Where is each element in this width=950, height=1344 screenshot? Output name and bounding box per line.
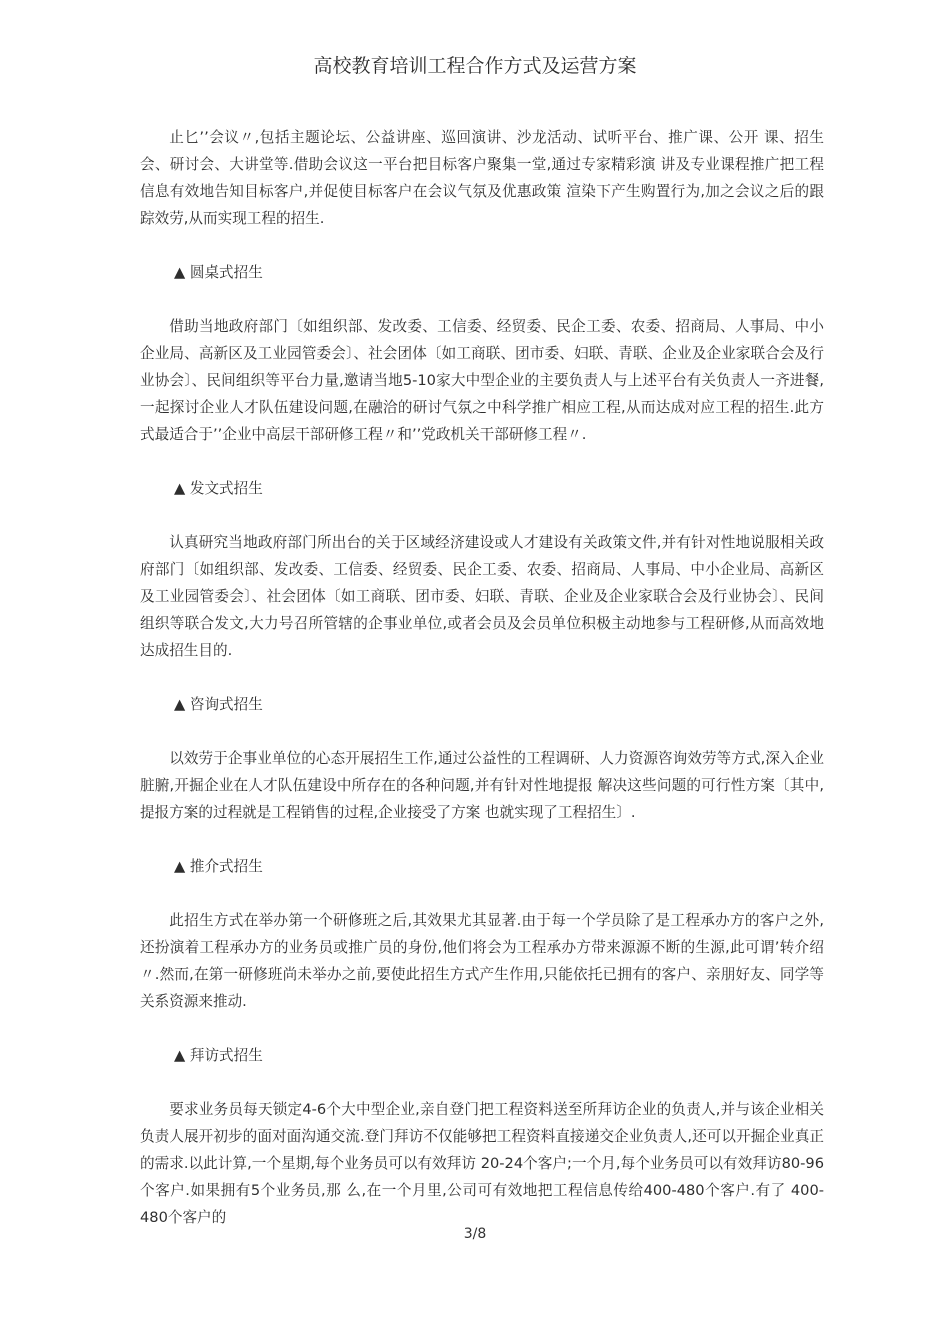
paragraph-gap [140,502,824,529]
body-paragraph: 以效劳于企事业单位的心态开展招生工作,通过公益性的工程调研、人力资源咨询效劳等方式,深入企业脏腑,开掘企业在人才队伍建设中所存在的各种问题,并有针对性地提报 解决这些问题的可行性方案〔其中,提报方案的过程就是工程销售的过程,企业接受了方案 也就实现了工程招生〕. [140,750,824,821]
page-number: 3/8 [463,1226,487,1242]
body-paragraph: 此招生方式在举办第一个研修班之后,其效果尤其显著.由于每一个学员除了是工程承办方的客户之外,还扮演着工程承办方的业务员或推广员的身份,他们将会为工程承办方带来源源不断的生源,此可谓’转介绍〃.然而,在第一研修班尚未举办之前,要使此招生方式产生作用,只能依托已拥有的客户、亲朋好友、同学等关系资源来推动. [140,912,824,1010]
paragraph-gap [140,826,824,853]
paragraph-gap [140,448,824,475]
paragraph-gap [140,718,824,745]
page-title: 高校教育培训工程合作方式及运营方案 [313,55,637,77]
body-paragraph: 要求业务员每天锁定4-6个大中型企业,亲自登门把工程资料送至所拜访企业的负责人,并与该企业相关负责人展开初步的面对面沟通交流.登门拜访不仅能够把工程资料直接递交企业负责人,还可以开掘企业真正的需求.以此计算,一个星期,每个业务员可以有效拜访 20-24个客户;一个月,每个业务员可以有效拜访80-96个客户.如果拥有5个业务员,那 么,在一个月里,公司可有效地把工程信息传给400-480个客户.有了 400-480个客户的 [140,1101,824,1226]
section-heading: ▲ 拜访式招生 [174,1047,263,1064]
body-paragraph: 认真研究当地政府部门所出台的关于区域经济建设或人才建设有关政策文件,并有针对性地说服相关政府部门〔如组织部、发改委、工信委、经贸委、民企工委、农委、招商局、人事局、中小企业局、高新区及工业园管委会〕、社会团体〔如工商联、团市委、妇联、青联、企业及企业家联合会及行业协会〕、民间组织等联合发文,大力号召所管辖的企事业单位,或者会员及会员单位积极主动地参与工程研修,从而高效地达成招生目的. [140,534,824,659]
section-heading: ▲ 咨询式招生 [174,696,263,713]
document-body [140,124,824,1231]
paragraph-gap [140,664,824,691]
paragraph-gap [140,880,824,907]
paragraph-gap [140,286,824,313]
body-paragraph: 止匕’’会议〃,包括主题论坛、公益讲座、巡回演讲、沙龙活动、试听平台、推广课、公开 课、招生会、研讨会、大讲堂等.借助会议这一平台把目标客户聚集一堂,通过专家精彩演 讲及专业课程推广把工程信息有效地告知目标客户,并促使目标客户在会议气氛及优惠政策 渲染下产生购置行为,加之会议之后的跟踪效劳,从而实现工程的招生. [140,129,824,227]
paragraph-gap [140,232,824,259]
paragraph-gap [140,1069,824,1096]
section-heading: ▲ 推介式招生 [174,858,263,875]
body-paragraph: 借助当地政府部门〔如组织部、发改委、工信委、经贸委、民企工委、农委、招商局、人事局、中小企业局、高新区及工业园管委会〕、社会团体〔如工商联、团市委、妇联、青联、企业及企业家联合会及行业协会〕、民间组织等平台力量,邀请当地5-10家大中型企业的主要负责人与上述平台有关负责人一齐进餐,一起探讨企业人才队伍建设问题,在融洽的研讨气氛之中科学推广相应工程,从而达成对应工程的招生.此方式最适合于’’企业中高层干部研修工程〃和’’党政机关干部研修工程〃. [140,318,824,443]
paragraph-gap [140,1015,824,1042]
section-heading: ▲ 发文式招生 [174,480,263,497]
section-heading: ▲ 圆桌式招生 [174,264,263,281]
